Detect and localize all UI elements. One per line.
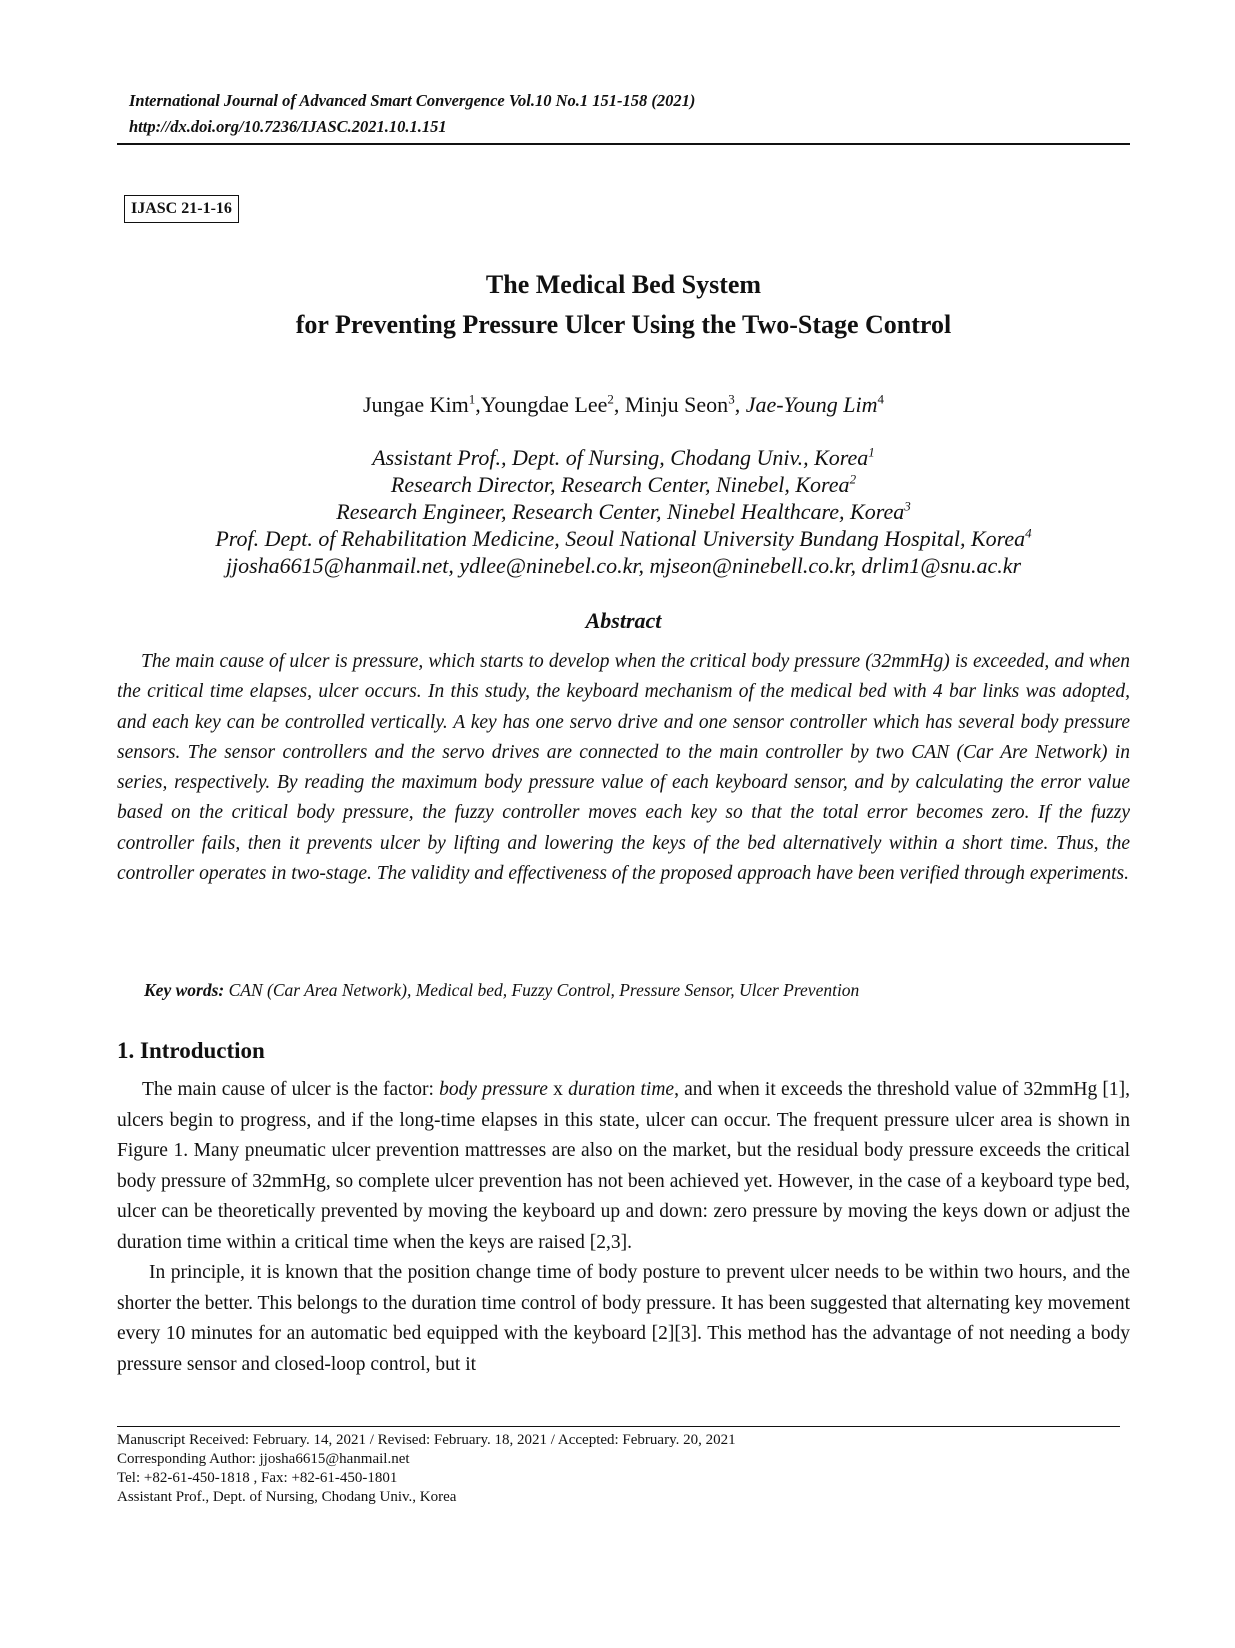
author-name: Minju Seon — [624, 392, 729, 417]
abstract-heading: Abstract — [585, 608, 662, 633]
author-name: Youngdae Lee — [480, 392, 608, 417]
doi-link[interactable]: http://dx.doi.org/10.7236/IJASC.2021.10.1.151 — [129, 117, 447, 136]
intro-paragraph-1 — [117, 1075, 1130, 1258]
keywords — [144, 978, 1130, 1002]
intro-text: , and when it exceeds the threshold value of 32mmHg [1], ulcers begin to progress, and if the long-time elapses in this state, ulcer can occur. The frequent pressure ulcer area is shown in Figure 1. Many pneumatic ulcer prevention mattresses are also on the market, but the residual body pressure exceeds the critical body pressure of 32mmHg, so complete ulcer prevention has not been achieved yet. However, in the case of a keyboard type bed, ulcer can be theoretically prevented by moving the keyboard up and down: zero pressure by moving the keys down or adjust the duration time within a critical time when the keys are raised [2,3]. — [117, 1079, 1131, 1253]
footnote-contact: Tel: +82-61-450-1818 , Fax: +82-61-450-1801 — [117, 1470, 398, 1486]
paper-id-box: IJASC 21-1-16 — [124, 195, 239, 223]
intro-text: The main cause of ulcer is the factor: — [142, 1079, 440, 1100]
introduction-body — [117, 1075, 1130, 1380]
footnote-affiliation: Assistant Prof., Dept. of Nursing, Chodang Univ., Korea — [117, 1489, 457, 1505]
footnotes — [117, 1431, 1130, 1507]
intro-emphasis: duration time — [568, 1079, 675, 1100]
intro-paragraph-2: In principle, it is known that the position change time of body posture to prevent ulcer needs to be within two hours, and the shorter the better. This belongs to the duration time control of body pressure. It has been suggested that alternating key movement every 10 minutes for an automatic bed equipped with the keyboard [2][3]. This method has the advantage of not needing a body pressure sensor and closed-loop control, but it — [117, 1262, 1130, 1375]
affiliation-text: Research Engineer, Research Center, Ninebel Healthcare, Korea — [336, 499, 905, 524]
affiliation-text: Prof. Dept. of Rehabilitation Medicine, Seoul National University Bundang Hospital, Korea — [215, 526, 1026, 551]
header-divider — [117, 143, 1130, 145]
author-separator: , — [475, 392, 481, 417]
author-name: Jae-Young Lim — [745, 392, 878, 417]
footnote-corresponding-author: Corresponding Author: jjosha6615@hanmail.net — [117, 1451, 410, 1467]
author-affiliation-mark: 1 — [468, 391, 476, 407]
author-affiliation-mark: 3 — [728, 391, 735, 407]
author-affiliation-mark: 2 — [607, 391, 614, 407]
affiliation-mark: 3 — [904, 498, 911, 514]
paper-title — [117, 265, 1130, 345]
footnote-divider — [117, 1426, 1120, 1427]
author-name: Jungae Kim — [363, 392, 469, 417]
affiliation-text: Research Director, Research Center, Ninebel, Korea — [390, 472, 850, 497]
affiliation-mark: 4 — [1025, 525, 1032, 541]
affiliation-line — [117, 498, 1130, 525]
affiliation-line — [117, 444, 1130, 471]
affiliation-mark: 2 — [849, 471, 857, 487]
affiliation-line — [117, 525, 1130, 552]
author-emails: jjosha6615@hanmail.net, ydlee@ninebel.co.kr, mjseon@ninebell.co.kr, drlim1@snu.ac.kr — [225, 553, 1022, 578]
footnote-dates: Manuscript Received: February. 14, 2021 / Revised: February. 18, 2021 / Accepted: February. 20, 2021 — [117, 1432, 736, 1448]
author-separator: , — [613, 392, 625, 417]
affiliation-list — [117, 444, 1130, 579]
abstract-text: The main cause of ulcer is pressure, which starts to develop when the critical body pressure (32mmHg) is exceeded, and when the critical time elapses, ulcer occurs. In this study, the keyboard mechanism of the medical bed with 4 bar links was adopted, and each key can be controlled vertically. A key has one servo drive and one sensor controller which has several body pressure sensors. The sensor controllers and the servo drives are connected to the main controller by two CAN (Car Are Network) in series, respectively. By reading the maximum body pressure value of each keyboard sensor, and by calculating the error value based on the critical body pressure, the fuzzy controller moves each key so that the total error becomes zero. If the fuzzy controller fails, then it prevents ulcer by lifting and lowering the keys of the bed alternatively within a short time. Thus, the controller operates in two-stage. The validity and effectiveness of the proposed approach have been verified through experiments. — [117, 651, 1130, 885]
affiliation-text: Assistant Prof., Dept. of Nursing, Chodang Univ., Korea — [372, 445, 869, 470]
section-heading-introduction: 1. Introduction — [117, 1038, 265, 1063]
intro-text: x — [547, 1079, 569, 1100]
affiliation-line — [117, 471, 1130, 498]
author-list — [117, 390, 1130, 420]
intro-emphasis: body pressure — [439, 1079, 548, 1100]
author-separator: , — [734, 392, 746, 417]
author-affiliation-mark: 4 — [877, 391, 884, 407]
title-line-2: for Preventing Pressure Ulcer Using the Two-Stage Control — [295, 310, 952, 339]
title-line-1: The Medical Bed System — [485, 270, 762, 299]
keywords-label: Key words: — [144, 980, 225, 1000]
affiliation-mark: 1 — [868, 444, 875, 460]
keywords-text: CAN (Car Area Network), Medical bed, Fuzzy Control, Pressure Sensor, Ulcer Prevention — [228, 980, 860, 1000]
journal-citation: International Journal of Advanced Smart Convergence Vol.10 No.1 151-158 (2021) — [129, 91, 696, 110]
journal-header — [129, 88, 695, 140]
